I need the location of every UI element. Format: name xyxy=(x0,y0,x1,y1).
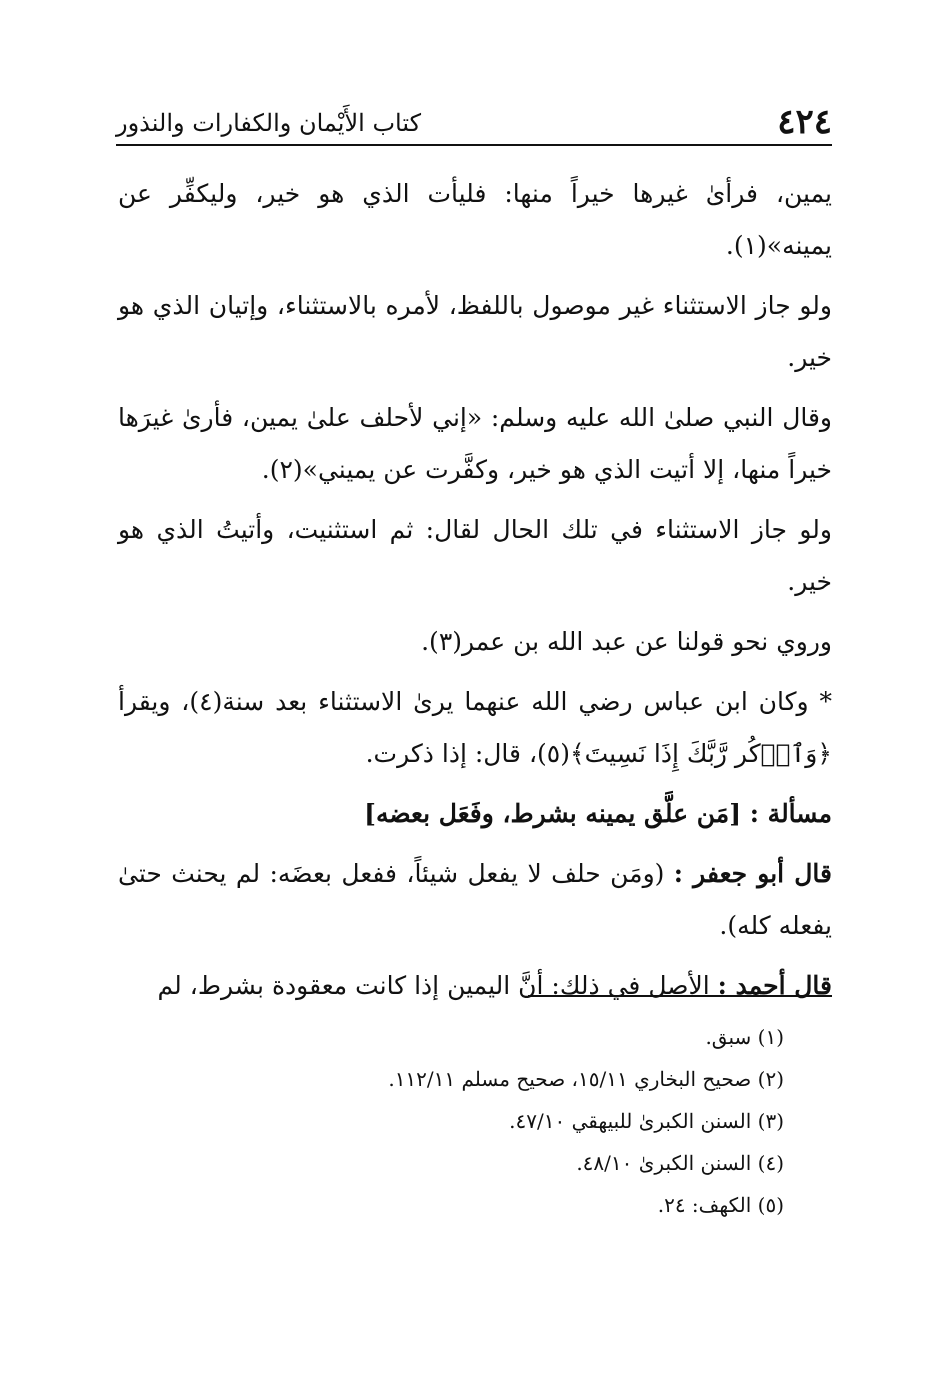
page-header xyxy=(116,100,832,146)
speaker-label: قال أبو جعفر : xyxy=(673,859,832,888)
paragraph xyxy=(118,504,832,608)
footnotes xyxy=(300,1016,784,1226)
paragraph-text: (ومَن حلف لا يفعل شيئاً، ففعل بعضَه: لم يحنث حتىٰ يفعله كله). xyxy=(118,859,832,940)
footnote: (٤) السنن الكبرىٰ ٤٨/١٠. xyxy=(576,1151,784,1175)
footnote: (٣) السنن الكبرىٰ للبيهقي ٤٧/١٠. xyxy=(509,1109,784,1133)
footnote: (١) سبق. xyxy=(705,1025,784,1049)
paragraph xyxy=(118,960,832,1012)
paragraph-text: ولو جاز الاستثناء غير موصول باللفظ، لأمره بالاستثناء، وإتيان الذي هو خير. xyxy=(118,291,832,372)
paragraph-text: وروي نحو قولنا عن عبد الله بن عمر(٣). xyxy=(421,627,832,656)
paragraph-text: ولو جاز الاستثناء في تلك الحال لقال: ثم استثنيت، وأتيتُ الذي هو خير. xyxy=(118,515,832,596)
paragraph-text: * وكان ابن عباس رضي الله عنهما يرىٰ الاستثناء بعد سنة(٤)، ويقرأ ﴿وَٱذۡكُر رَّبَّكَ إِذَا نَسِيتَ﴾(٥)، قال: إذا ذكرت. xyxy=(118,687,833,768)
paragraph xyxy=(118,616,832,668)
footnote: (٢) صحيح البخاري ١٥/١١، صحيح مسلم ١١٢/١١. xyxy=(388,1067,784,1091)
page-number: ٤٢٤ xyxy=(777,102,832,142)
paragraph xyxy=(118,168,832,272)
paragraph-text: الأصل في ذلك: أنَّ اليمين إذا كانت معقودة بشرط، لم xyxy=(157,971,718,1000)
heading-text: مسألة : [مَن علَّق يمينه بشرط، وفَعَل بعضه] xyxy=(364,799,832,828)
footnote-divider xyxy=(528,995,832,997)
running-title: كتاب الأَيْمان والكفارات والنذور xyxy=(116,109,422,137)
paragraph xyxy=(118,676,832,780)
paragraph-text: وقال النبي صلىٰ الله عليه وسلم: «إني لأحلف علىٰ يمين، فأرىٰ غيرَها خيراً منها، إلا أتيت الذي هو خير، وكفَّرت عن يميني»(٢). xyxy=(118,403,832,484)
speaker-label: قال أحمد : xyxy=(717,971,832,1000)
footnote: (٥) الكهف: ٢٤. xyxy=(657,1193,784,1217)
paragraph xyxy=(118,848,832,952)
paragraph xyxy=(118,280,832,384)
section-heading xyxy=(118,788,832,840)
paragraph xyxy=(118,392,832,496)
paragraph-text: يمين، فرأىٰ غيرها خيراً منها: فليأت الذي هو خير، وليكفِّر عن يمينه»(١). xyxy=(118,179,832,260)
main-text xyxy=(118,168,832,1020)
